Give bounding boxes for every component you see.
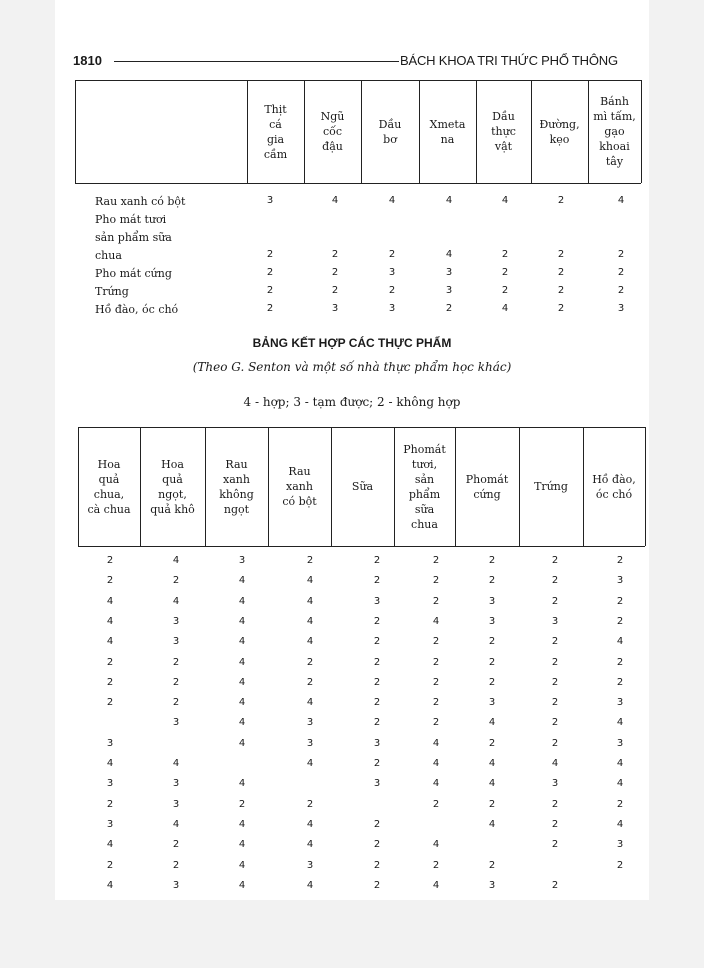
table2-cell: 2 bbox=[373, 717, 381, 728]
table2-cell: 4 bbox=[238, 738, 246, 749]
table1-cell: 4 bbox=[445, 195, 453, 206]
table2-cell: 3 bbox=[373, 738, 381, 749]
table2-cell: 4 bbox=[238, 636, 246, 647]
table2-cell: 3 bbox=[172, 717, 180, 728]
table2-cell: 2 bbox=[432, 575, 440, 586]
table2-cell: 4 bbox=[488, 778, 496, 789]
table1-column-header: Đường, kẹo bbox=[539, 118, 580, 146]
table2-cell: 2 bbox=[616, 799, 624, 810]
table1-column-rule bbox=[641, 80, 642, 183]
table2-column-header: Rau xanh không ngọt bbox=[219, 458, 254, 516]
table2-cell: 3 bbox=[488, 697, 496, 708]
table1-cell: 2 bbox=[557, 303, 565, 314]
table2-cell: 2 bbox=[488, 860, 496, 871]
table2-column-header: Phomát tươi, sản phẩm sữa chua bbox=[403, 443, 446, 531]
table2-cell: 4 bbox=[238, 657, 246, 668]
table2-cell: 2 bbox=[616, 555, 624, 566]
table2-cell: 4 bbox=[172, 555, 180, 566]
table2-cell: 2 bbox=[373, 697, 381, 708]
table1-cell: 3 bbox=[266, 195, 274, 206]
table2-cell: 4 bbox=[238, 717, 246, 728]
table1-cell: 4 bbox=[501, 195, 509, 206]
table2-cell: 2 bbox=[373, 758, 381, 769]
table2-cell: 4 bbox=[432, 880, 440, 891]
table2-cell: 2 bbox=[551, 717, 559, 728]
table2-cell: 2 bbox=[106, 860, 114, 871]
table2-column-rule bbox=[645, 427, 646, 546]
table2-cell: 2 bbox=[373, 839, 381, 850]
table1-cell: 3 bbox=[617, 303, 625, 314]
table2-cell: 2 bbox=[432, 799, 440, 810]
table1-cell: 3 bbox=[388, 267, 396, 278]
table2-cell: 4 bbox=[238, 616, 246, 627]
table2-cell: 4 bbox=[551, 758, 559, 769]
table2-cell: 2 bbox=[551, 575, 559, 586]
table1-cell: 2 bbox=[617, 249, 625, 260]
table2-cell: 2 bbox=[172, 677, 180, 688]
table2-cell: 4 bbox=[488, 717, 496, 728]
table2-cell: 2 bbox=[373, 880, 381, 891]
table2-cell: 2 bbox=[106, 697, 114, 708]
table2-cell: 4 bbox=[432, 738, 440, 749]
table2-cell: 4 bbox=[238, 596, 246, 607]
table1-cell: 2 bbox=[557, 195, 565, 206]
table2-cell: 4 bbox=[238, 677, 246, 688]
table2-cell: 4 bbox=[172, 819, 180, 830]
table2-cell: 3 bbox=[172, 880, 180, 891]
table2-cell: 3 bbox=[106, 819, 114, 830]
table2-cell: 2 bbox=[551, 880, 559, 891]
table1-cell: 2 bbox=[557, 267, 565, 278]
table2-cell: 4 bbox=[238, 575, 246, 586]
table2-cell: 3 bbox=[616, 839, 624, 850]
table1-row-label: Pho mát tươi bbox=[95, 213, 167, 226]
table2-cell: 2 bbox=[432, 677, 440, 688]
table2-cell: 4 bbox=[106, 616, 114, 627]
table2-cell: 2 bbox=[551, 555, 559, 566]
table1-column-header: Thịt cá gia cầm bbox=[263, 103, 288, 161]
table2-cell: 4 bbox=[172, 758, 180, 769]
table2-cell: 4 bbox=[432, 758, 440, 769]
table2-cell: 2 bbox=[616, 616, 624, 627]
table2-cell: 4 bbox=[616, 717, 624, 728]
table2-cell: 2 bbox=[306, 677, 314, 688]
table1-cell: 2 bbox=[445, 303, 453, 314]
table2-cell: 4 bbox=[238, 839, 246, 850]
table2-cell: 4 bbox=[306, 880, 314, 891]
table1-column-header: Ngũ cốc đậu bbox=[320, 110, 345, 153]
table2-cell: 2 bbox=[488, 575, 496, 586]
table2-cell: 3 bbox=[106, 778, 114, 789]
table-title: BẢNG KẾT HỢP CÁC THỰC PHẨM bbox=[252, 336, 452, 350]
table2-cell: 2 bbox=[488, 636, 496, 647]
table2-cell: 2 bbox=[488, 799, 496, 810]
table2-cell: 2 bbox=[432, 596, 440, 607]
table2-cell: 4 bbox=[238, 880, 246, 891]
table2-cell: 4 bbox=[432, 839, 440, 850]
table2-cell: 3 bbox=[488, 616, 496, 627]
table2-cell: 2 bbox=[432, 860, 440, 871]
table1-column-header: Dầu bơ bbox=[378, 118, 402, 146]
table2-cell: 2 bbox=[488, 555, 496, 566]
table2-cell: 3 bbox=[306, 860, 314, 871]
table2-cell: 2 bbox=[306, 555, 314, 566]
table1-cell: 4 bbox=[331, 195, 339, 206]
table1-header-rule bbox=[75, 183, 641, 184]
table2-cell: 2 bbox=[238, 799, 246, 810]
table2-cell: 2 bbox=[306, 799, 314, 810]
table1-top-rule bbox=[75, 80, 641, 81]
table2-cell: 2 bbox=[106, 657, 114, 668]
page-number: 1810 bbox=[73, 53, 102, 68]
table2-cell: 2 bbox=[172, 697, 180, 708]
table2-cell: 2 bbox=[488, 677, 496, 688]
table2-column-header: Hồ đào, óc chó bbox=[592, 473, 636, 501]
table2-cell: 4 bbox=[488, 758, 496, 769]
table2-cell: 2 bbox=[373, 819, 381, 830]
header-rule bbox=[114, 61, 399, 62]
table2-cell: 4 bbox=[432, 616, 440, 627]
table2-cell: 4 bbox=[238, 819, 246, 830]
table2-cell: 3 bbox=[488, 596, 496, 607]
table1-cell: 2 bbox=[266, 267, 274, 278]
table2-cell: 3 bbox=[616, 738, 624, 749]
table2-cell: 4 bbox=[488, 819, 496, 830]
table2-cell: 4 bbox=[106, 839, 114, 850]
table2-cell: 3 bbox=[551, 616, 559, 627]
table2-cell: 2 bbox=[106, 677, 114, 688]
table1-cell: 2 bbox=[266, 249, 274, 260]
table1-cell: 2 bbox=[331, 249, 339, 260]
table2-header-rule bbox=[78, 546, 645, 547]
table2-cell: 2 bbox=[616, 596, 624, 607]
table1-cell: 2 bbox=[331, 267, 339, 278]
table2-cell: 2 bbox=[432, 657, 440, 668]
table1-row-label: sản phẩm sữa bbox=[95, 231, 172, 244]
table1-column-header: Bánh mì tấm, gạo khoai tây bbox=[593, 95, 636, 168]
table2-cell: 4 bbox=[306, 758, 314, 769]
table1-cell: 3 bbox=[331, 303, 339, 314]
table2-cell: 2 bbox=[306, 657, 314, 668]
table2-cell: 4 bbox=[238, 860, 246, 871]
table2-cell: 4 bbox=[306, 819, 314, 830]
table1-row-label: Pho mát cứng bbox=[95, 267, 172, 280]
table2-cell: 2 bbox=[432, 697, 440, 708]
table1-cell: 4 bbox=[501, 303, 509, 314]
table2-cell: 3 bbox=[551, 778, 559, 789]
table1-column-header: Dầu thực vật bbox=[491, 110, 516, 153]
table2-cell: 3 bbox=[488, 880, 496, 891]
table2-cell: 4 bbox=[616, 758, 624, 769]
table2-cell: 4 bbox=[616, 819, 624, 830]
table1-row-label: Rau xanh có bột bbox=[95, 195, 186, 208]
table2-cell: 4 bbox=[616, 778, 624, 789]
table2-cell: 4 bbox=[106, 636, 114, 647]
table1-cell: 2 bbox=[501, 249, 509, 260]
table2-column-header: Sữa bbox=[351, 480, 374, 493]
table2-cell: 2 bbox=[551, 596, 559, 607]
table2-cell: 2 bbox=[172, 860, 180, 871]
table2-cell: 2 bbox=[373, 860, 381, 871]
table2-cell: 4 bbox=[106, 880, 114, 891]
table2-column-header: Phomát cứng bbox=[465, 473, 509, 501]
table1-cell: 2 bbox=[388, 285, 396, 296]
table2-cell: 2 bbox=[373, 677, 381, 688]
table2-cell: 4 bbox=[106, 596, 114, 607]
table1-column-rule bbox=[75, 80, 76, 183]
table2-column-header: Hoa quả ngọt, quả khô bbox=[150, 458, 195, 516]
table1-cell: 2 bbox=[617, 267, 625, 278]
table1-cell: 3 bbox=[445, 285, 453, 296]
table1-cell: 2 bbox=[266, 285, 274, 296]
table2-cell: 2 bbox=[373, 575, 381, 586]
table2-cell: 4 bbox=[172, 596, 180, 607]
table1-cell: 2 bbox=[557, 285, 565, 296]
table2-cell: 2 bbox=[432, 636, 440, 647]
table1-cell: 2 bbox=[501, 285, 509, 296]
table1-cell: 4 bbox=[445, 249, 453, 260]
table2-cell: 3 bbox=[616, 697, 624, 708]
rating-legend: 4 - hợp; 3 - tạm được; 2 - không hợp bbox=[243, 395, 461, 409]
table2-cell: 2 bbox=[551, 819, 559, 830]
table1-row-label: Hồ đào, óc chó bbox=[95, 303, 179, 316]
table2-cell: 2 bbox=[432, 717, 440, 728]
table1-cell: 2 bbox=[266, 303, 274, 314]
table1-cell: 4 bbox=[617, 195, 625, 206]
table2-cell: 4 bbox=[306, 839, 314, 850]
table2-cell: 4 bbox=[306, 575, 314, 586]
running-header: BÁCH KHOA TRI THỨC PHỔ THÔNG bbox=[400, 53, 618, 68]
table2-cell: 2 bbox=[432, 555, 440, 566]
table2-cell: 2 bbox=[172, 575, 180, 586]
table2-cell: 2 bbox=[172, 839, 180, 850]
table2-column-header: Rau xanh có bột bbox=[282, 465, 317, 508]
table2-cell: 4 bbox=[238, 778, 246, 789]
table2-cell: 2 bbox=[172, 657, 180, 668]
table2-cell: 2 bbox=[488, 738, 496, 749]
table1-column-header: Xmeta na bbox=[429, 118, 466, 146]
table2-cell: 3 bbox=[616, 575, 624, 586]
table2-column-header: Hoa quả chua, cà chua bbox=[87, 458, 131, 516]
table2-cell: 2 bbox=[551, 697, 559, 708]
table2-cell: 2 bbox=[373, 616, 381, 627]
table2-cell: 2 bbox=[551, 738, 559, 749]
table2-cell: 4 bbox=[432, 778, 440, 789]
table2-cell: 3 bbox=[306, 717, 314, 728]
table2-cell: 2 bbox=[106, 575, 114, 586]
table1-cell: 3 bbox=[445, 267, 453, 278]
table2-cell: 2 bbox=[551, 657, 559, 668]
table2-cell: 2 bbox=[373, 657, 381, 668]
table1-cell: 2 bbox=[617, 285, 625, 296]
table-subtitle: (Theo G. Senton và một số nhà thực phẩm học khác) bbox=[192, 360, 512, 374]
table2-cell: 3 bbox=[238, 555, 246, 566]
table2-cell: 3 bbox=[172, 778, 180, 789]
table2-cell: 2 bbox=[106, 555, 114, 566]
table1-cell: 2 bbox=[331, 285, 339, 296]
table1-row-label: chua bbox=[95, 249, 122, 262]
table1-row-label: Trứng bbox=[95, 285, 129, 298]
table2-cell: 3 bbox=[306, 738, 314, 749]
table2-cell: 4 bbox=[106, 758, 114, 769]
table2-cell: 2 bbox=[373, 555, 381, 566]
table2-cell: 4 bbox=[616, 636, 624, 647]
table2-cell: 2 bbox=[551, 636, 559, 647]
table1-cell: 2 bbox=[388, 249, 396, 260]
table1-cell: 4 bbox=[388, 195, 396, 206]
table2-cell: 2 bbox=[616, 677, 624, 688]
table2-cell: 3 bbox=[373, 596, 381, 607]
table2-cell: 2 bbox=[373, 636, 381, 647]
table2-cell: 4 bbox=[306, 616, 314, 627]
table1-cell: 3 bbox=[388, 303, 396, 314]
table1-cell: 2 bbox=[501, 267, 509, 278]
table2-cell: 2 bbox=[616, 657, 624, 668]
table2-cell: 4 bbox=[238, 697, 246, 708]
table2-cell: 3 bbox=[106, 738, 114, 749]
table2-cell: 4 bbox=[306, 596, 314, 607]
table2-top-rule bbox=[78, 427, 645, 428]
table2-cell: 2 bbox=[488, 657, 496, 668]
table2-column-header: Trứng bbox=[534, 480, 568, 493]
table2-cell: 3 bbox=[172, 799, 180, 810]
table2-cell: 3 bbox=[172, 616, 180, 627]
table2-cell: 2 bbox=[616, 860, 624, 871]
table2-cell: 2 bbox=[551, 799, 559, 810]
table2-cell: 4 bbox=[306, 697, 314, 708]
table2-cell: 2 bbox=[551, 839, 559, 850]
table2-cell: 3 bbox=[373, 778, 381, 789]
table2-cell: 4 bbox=[306, 636, 314, 647]
table2-cell: 2 bbox=[551, 677, 559, 688]
table2-cell: 3 bbox=[172, 636, 180, 647]
table1-cell: 2 bbox=[557, 249, 565, 260]
table2-cell: 2 bbox=[106, 799, 114, 810]
